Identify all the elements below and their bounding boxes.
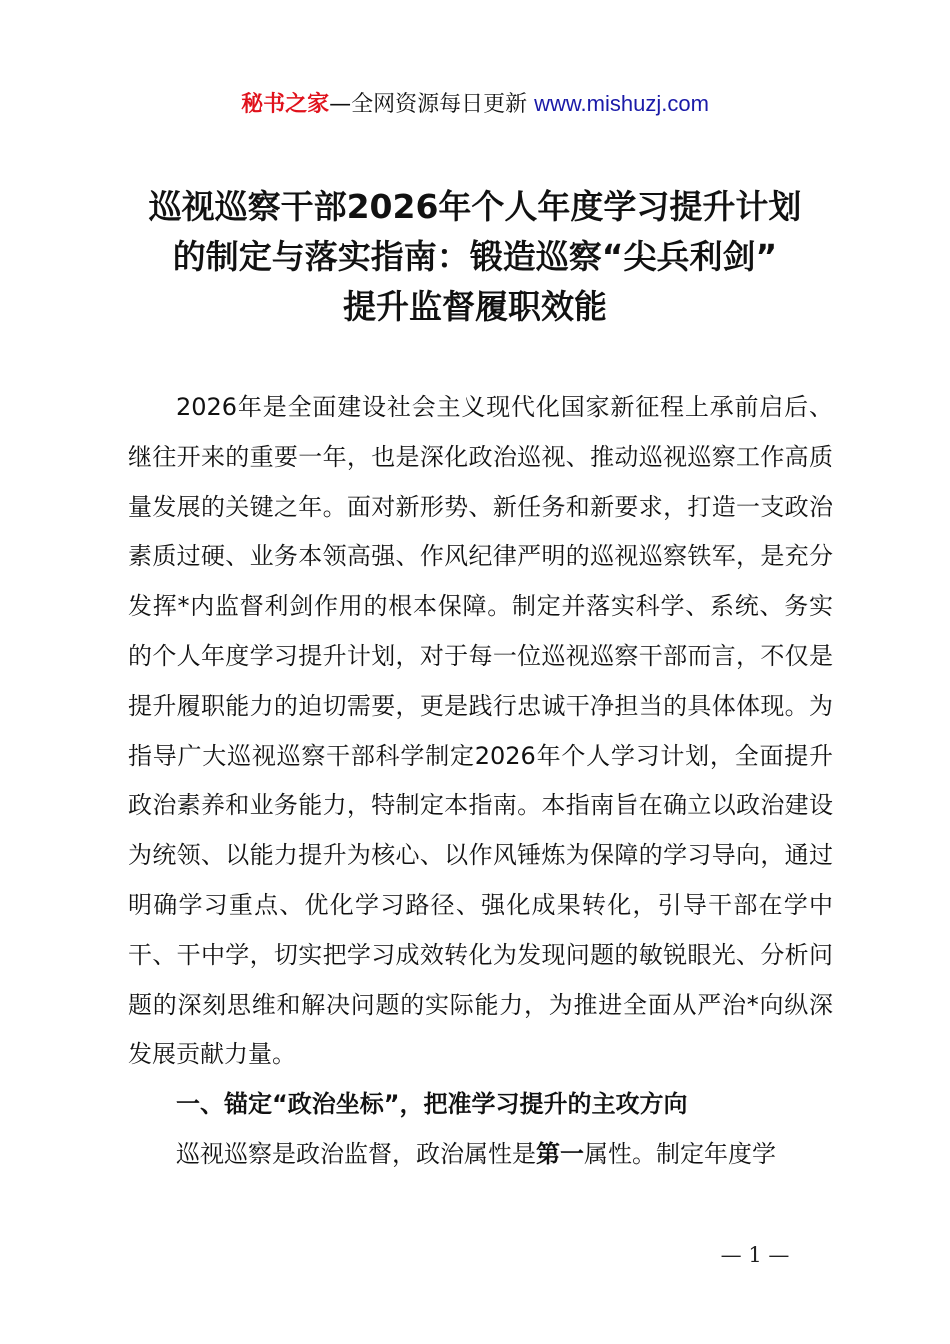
site-slogan: —全网资源每日更新 (329, 92, 528, 117)
section-1-text-after: 属性。制定年度学 (584, 1139, 776, 1168)
section-1-text-before: 巡视巡察是政治监督，政治属性是 (176, 1139, 536, 1168)
document-body (128, 383, 833, 1180)
site-brand: 秘书之家 (241, 92, 330, 117)
section-1-heading: 一、锚定“政治坐标”，把准学习提升的主攻方向 (176, 1090, 688, 1119)
page-number: — 1 — (720, 1243, 790, 1267)
intro-paragraph: 2026年是全面建设社会主义现代化国家新征程上承前启后、继往开来的重要一年，也是深化政治巡视、推动巡视巡察工作高质量发展的关键之年。面对新形势、新任务和新要求，打造一支政治素质过硬、业务本领高强、作风纪律严明的巡视巡察铁军，是充分发挥*内监督利剑作用的根本保障。制定并落实科学、系统、务实的个人年度学习提升计划，对于每一位巡视巡察干部而言，不仅是提升履职能力的迫切需要，更是践行忠诚干净担当的具体体现。为指导广大巡视巡察干部科学制定2026年个人学习计划，全面提升政治素养和业务能力，特制定本指南。本指南旨在确立以政治建设为统领、以能力提升为核心、以作风锤炼为保障的学习导向，通过明确学习重点、优化学习路径、强化成果转化，引导干部在学中干、干中学，切实把学习成效转化为发现问题的敏锐眼光、分析问题的深刻思维和解决问题的实际能力，为推进全面从严治*向纵深发展贡献力量。 (128, 393, 833, 1069)
section-1-paragraph (128, 1130, 833, 1180)
document-title (100, 182, 850, 332)
section-1-text-emphasis: 第一 (536, 1139, 584, 1168)
title-line-3: 提升监督履职效能 (343, 287, 607, 326)
title-line-1: 巡视巡察干部2026年个人年度学习提升计划 (148, 187, 802, 226)
title-line-2: 的制定与落实指南：锻造巡察“尖兵利剑” (172, 237, 778, 276)
site-header (0, 88, 950, 121)
site-url-link[interactable]: www.mishuzj.com (534, 91, 709, 116)
